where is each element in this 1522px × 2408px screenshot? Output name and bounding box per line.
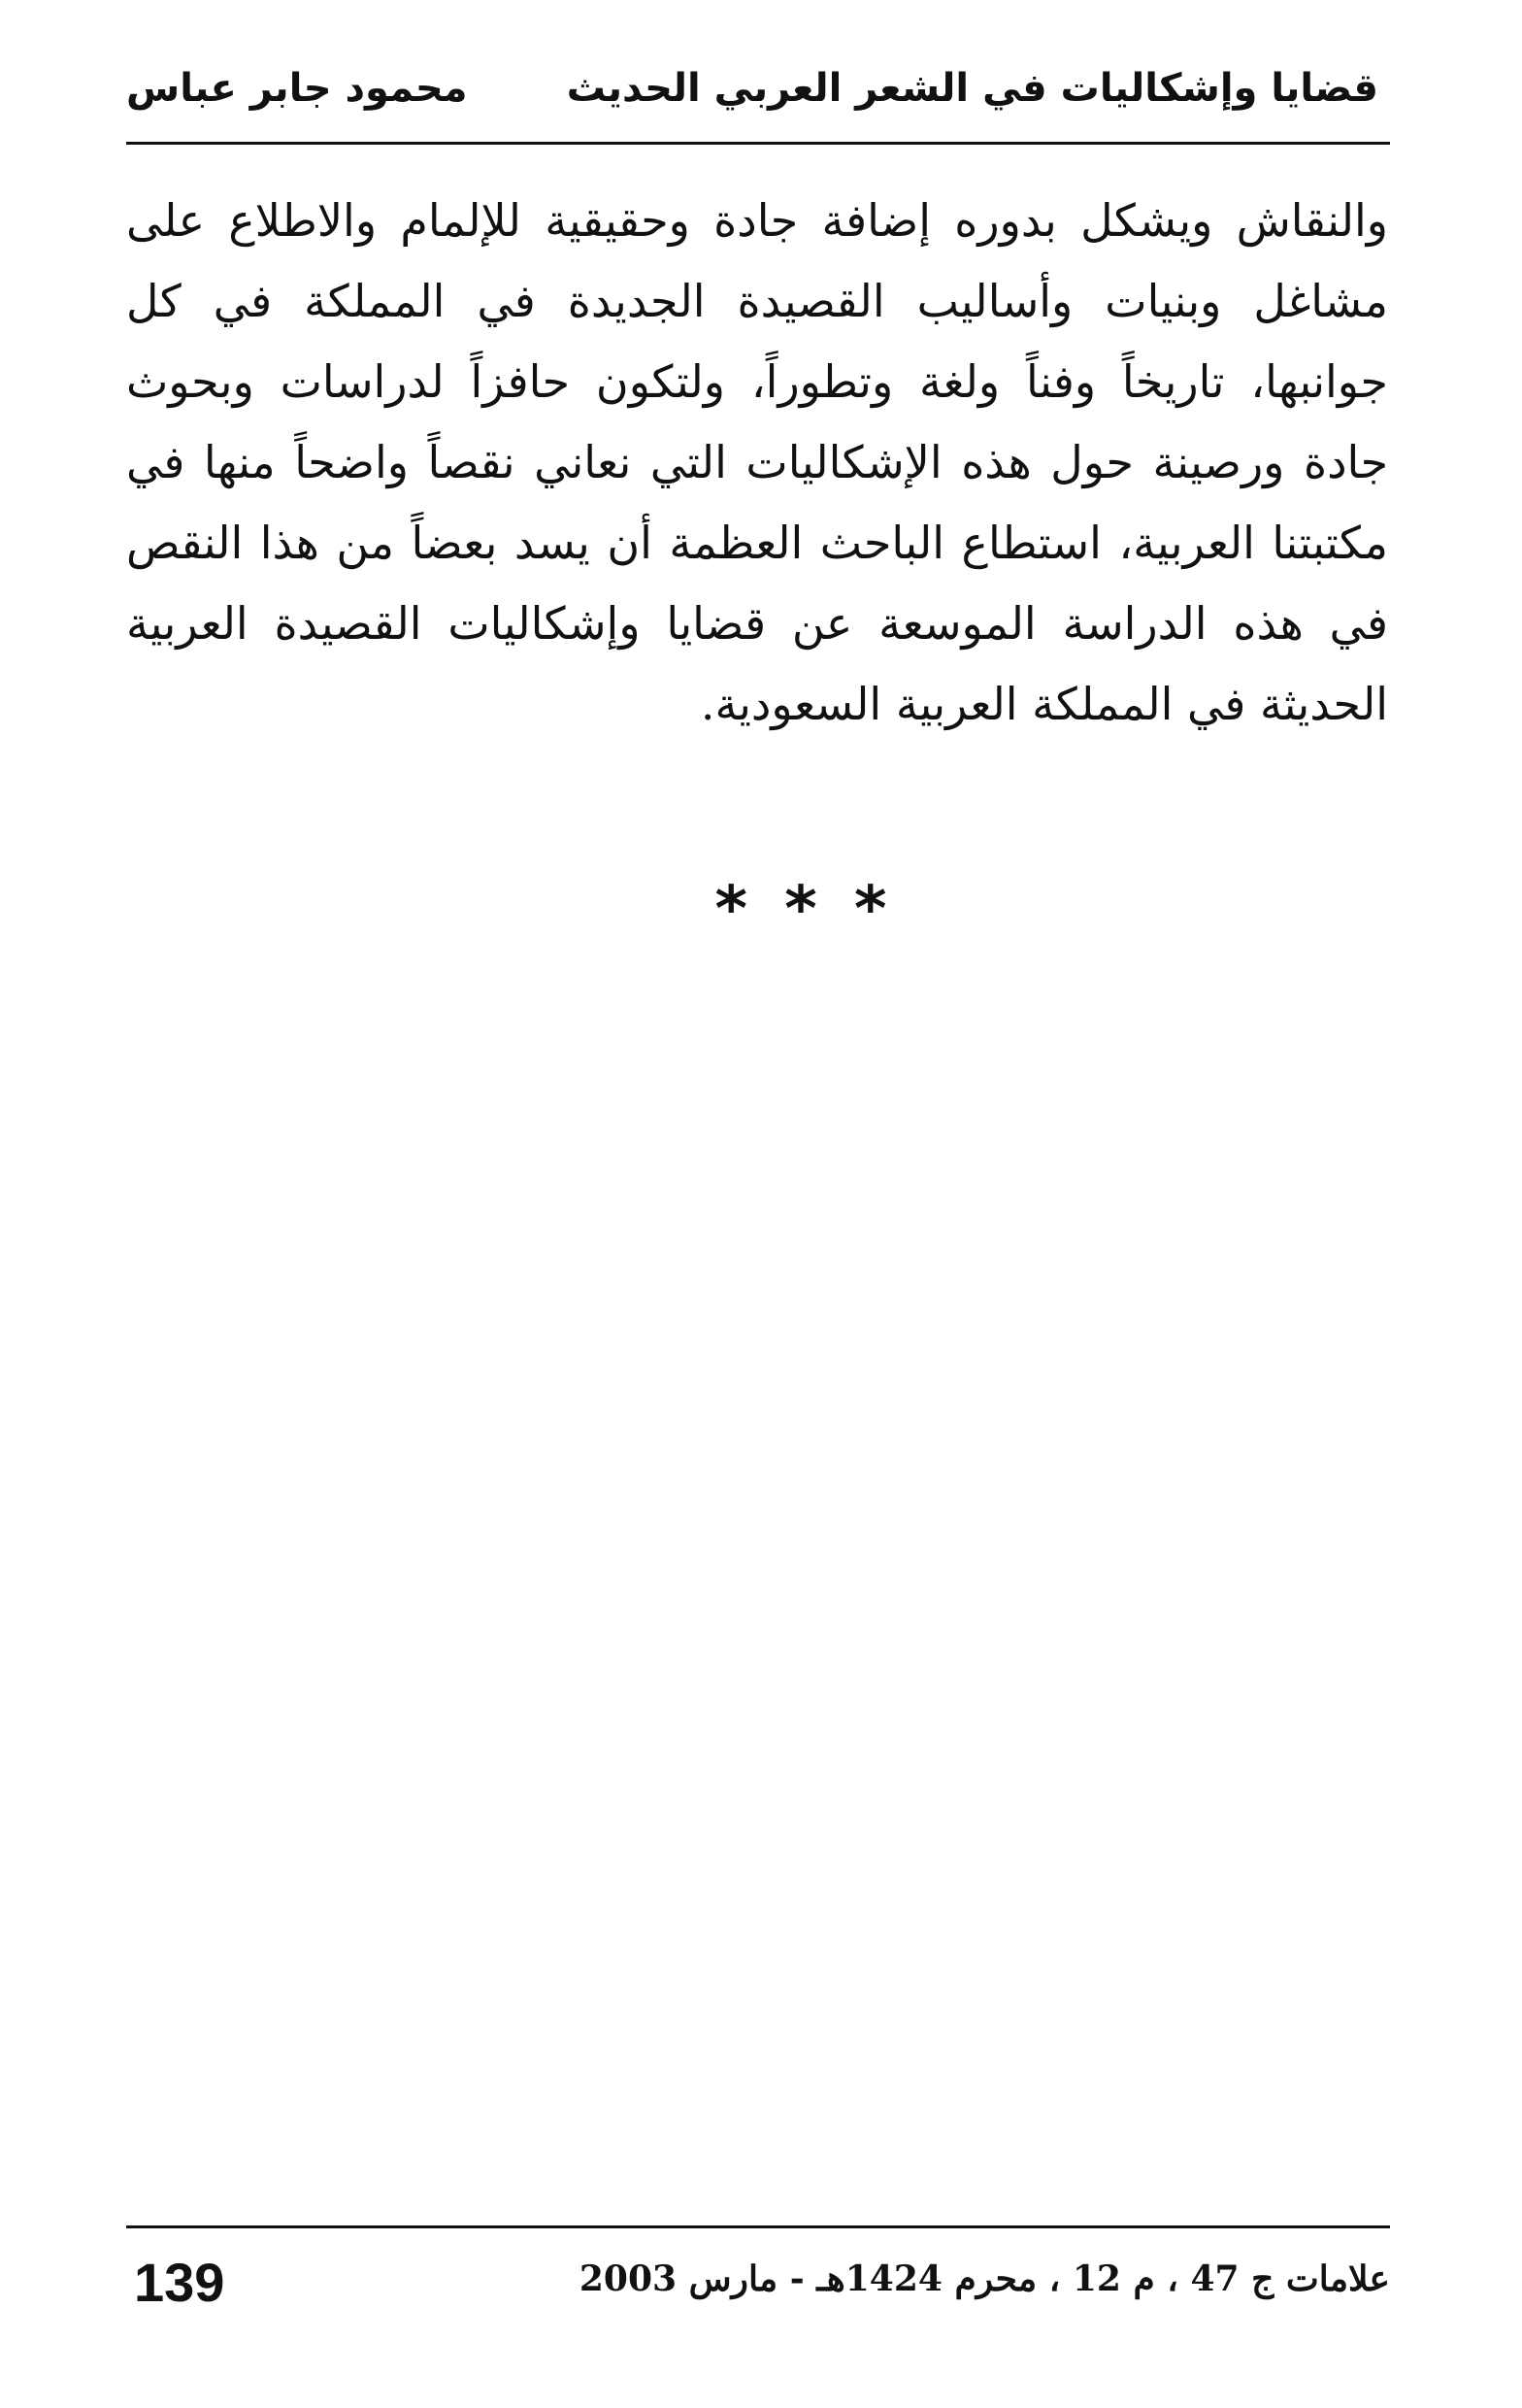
- header-rule: [126, 142, 1390, 145]
- running-author: محمود جابر عباس: [126, 66, 468, 111]
- body-paragraph: والنقاش ويشكل بدوره إضافة جادة وحقيقية للإلمام والاطلاع على مشاغل وبنيات وأساليب القصيدة الجديدة في المملكة في كل جوانبها، تاريخاً وفناً ولغة وتطوراً، ولتكون حافزاً لدراسات وبحوث جادة ورصينة حول هذه الإشكاليات التي نعاني نقصاً واضحاً منها في مكتبتنا العربية، استطاع الباحث العظمة أن يسد بعضاً من هذا النقص في هذه الدراسة الموسعة عن قضايا وإشكاليات القصيدة العربية الحديثة في المملكة العربية السعودية.: [126, 194, 1388, 730]
- journal-info: علامات ج 47 ، م 12 ، محرم 1424هـ - مارس 2003: [579, 2258, 1390, 2299]
- running-title: قضايا وإشكاليات في الشعر العربي الحديث: [566, 66, 1378, 111]
- footer-rule: [126, 2225, 1390, 2228]
- page-number: 139: [134, 2252, 225, 2313]
- running-header: [126, 60, 1388, 138]
- section-separator: * * *: [714, 874, 895, 946]
